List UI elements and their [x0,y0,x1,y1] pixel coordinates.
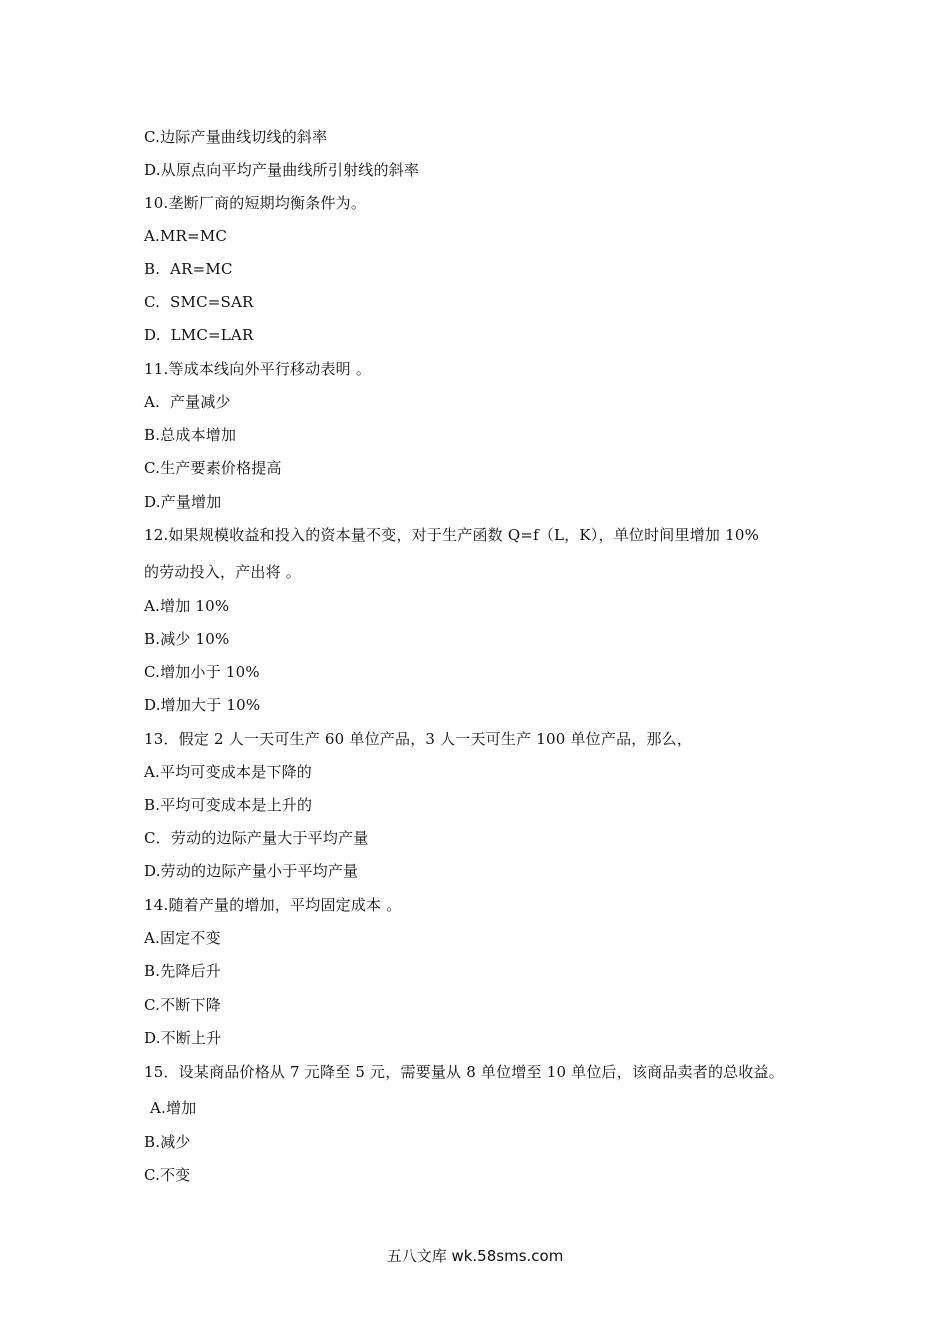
question-12-line-1: 12.如果规模收益和投入的资本量不变，对于生产函数 Q=f（L，K），单位时间里增加 10% [144,526,760,544]
option-a-q10: A.MR=MC [144,227,228,245]
option-b-q15: B.减少 [144,1133,191,1151]
option-d-q14: D.不断上升 [144,1029,222,1047]
option-c-q9: C.边际产量曲线切线的斜率 [144,128,328,146]
question-15: 15．设某商品价格从 7 元降至 5 元，需要量从 8 单位增至 10 单位后，该商品卖者的总收益。 [144,1063,784,1081]
option-d-q9: D.从原点向平均产量曲线所引射线的斜率 [144,161,420,179]
question-10: 10.垄断厂商的短期均衡条件为。 [144,194,367,212]
option-c-q14: C.不断下降 [144,996,221,1014]
question-13: 13．假定 2 人一天可生产 60 单位产品，3 人一天可生产 100 单位产品，那么， [144,730,693,748]
question-12-line-2: 的劳动投入，产出将 。 [144,563,301,581]
question-11: 11.等成本线向外平行移动表明 。 [144,360,372,378]
option-b-q10: B. AR=MC [144,260,233,278]
option-c-q11: C.生产要素价格提高 [144,459,282,477]
option-c-q15: C.不变 [144,1166,191,1184]
option-a-q15: A.增加 [150,1099,197,1117]
option-d-q10: D. LMC=LAR [144,326,254,344]
option-c-q13: C．劳动的边际产量大于平均产量 [144,829,369,847]
option-a-q12: A.增加 10% [144,597,230,615]
option-b-q14: B.先降后升 [144,962,221,980]
option-a-q11: A. 产量减少 [144,393,231,411]
option-c-q12: C.增加小于 10% [144,663,260,681]
option-b-q12: B.减少 10% [144,630,230,648]
option-a-q14: A.固定不变 [144,929,221,947]
option-d-q12: D.增加大于 10% [144,696,261,714]
option-b-q11: B.总成本增加 [144,426,237,444]
option-d-q11: D.产量增加 [144,493,222,511]
option-c-q10: C. SMC=SAR [144,293,254,311]
option-a-q13: A.平均可变成本是下降的 [144,763,313,781]
option-d-q13: D.劳动的边际产量小于平均产量 [144,862,359,880]
page-footer: 五八文库 wk.58sms.com [386,1247,564,1265]
option-b-q13: B.平均可变成本是上升的 [144,796,313,814]
question-14: 14.随着产量的增加，平均固定成本 。 [144,896,402,914]
